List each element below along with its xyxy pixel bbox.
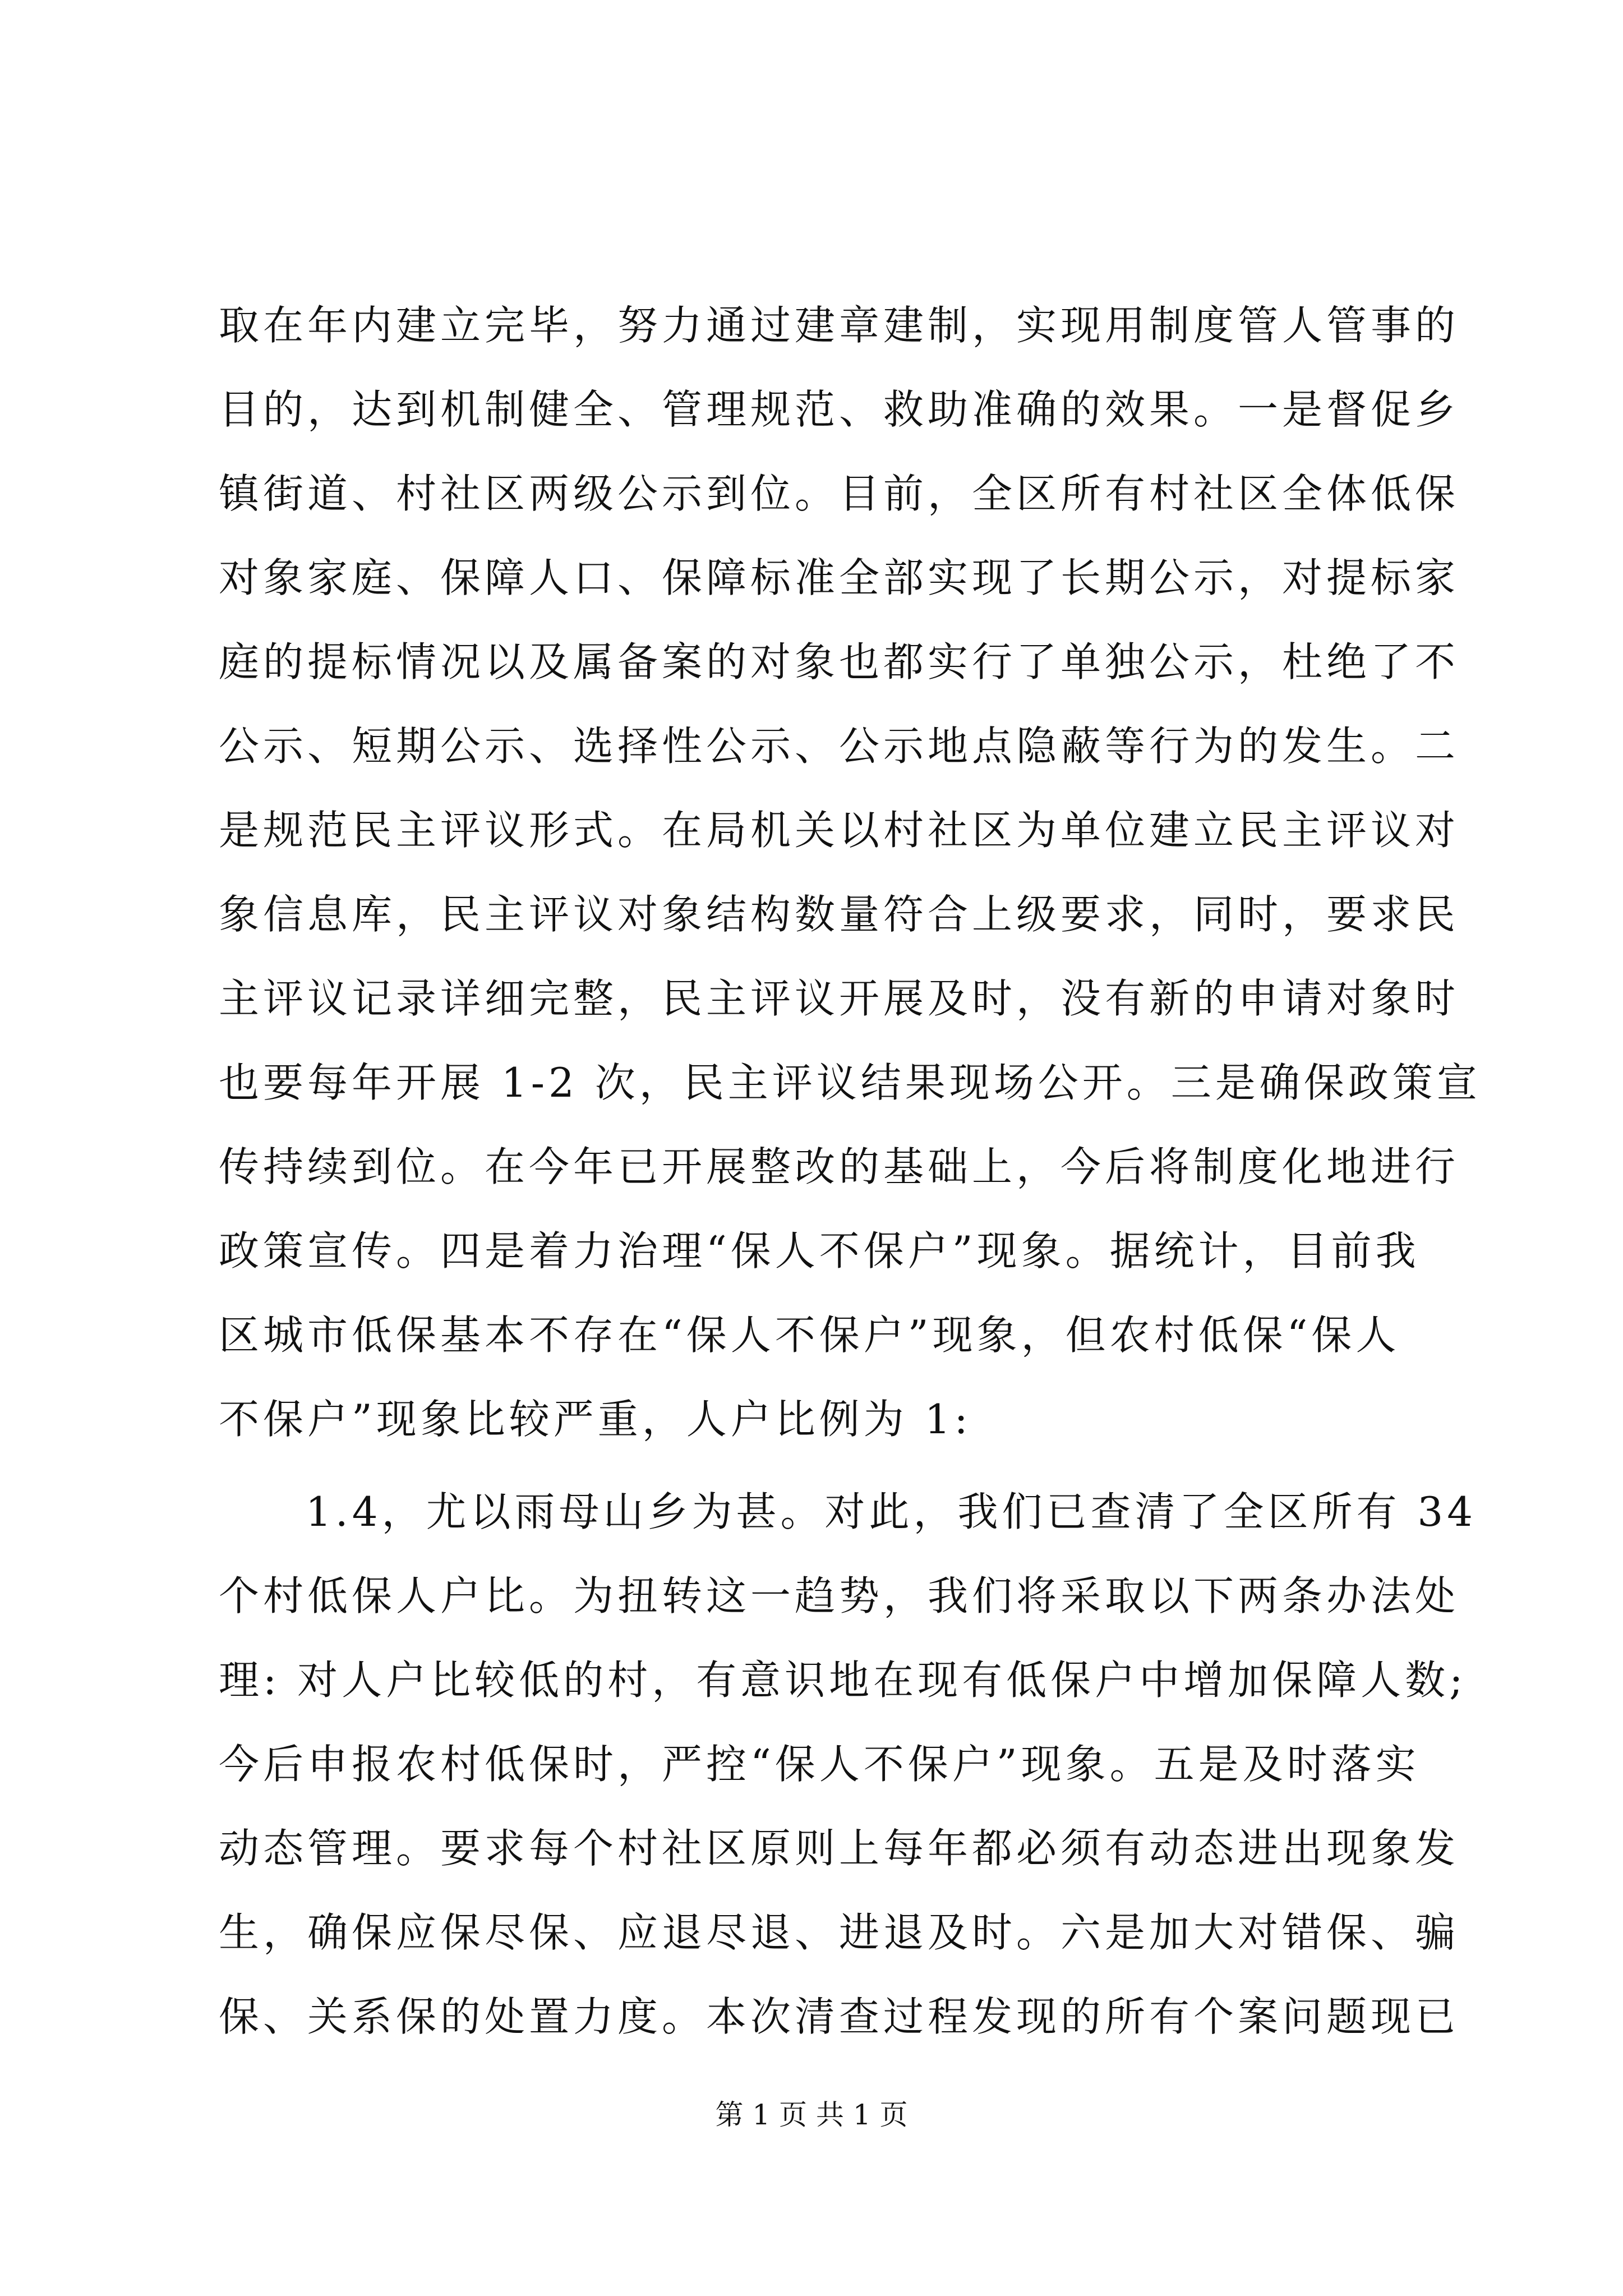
text-line: 镇街道、村社区两级公示到位。目前，全区所有村社区全体低保 xyxy=(219,470,1460,517)
text-line: 主评议记录详细完整，民主评议开展及时，没有新的申请对象时 xyxy=(219,975,1460,1022)
text-line: 理: 对人户比较低的村，有意识地在现有低保户中增加保障人数; xyxy=(219,1657,1467,1704)
text-line: 庭的提标情况以及属备案的对象也都实行了单独公示，杜绝了不 xyxy=(219,638,1460,685)
text-line: 今后申报农村低保时，严控“保人不保户”现象。五是及时落实 xyxy=(219,1741,1420,1788)
text-line: 区城市低保基本不存在“保人不保户”现象，但农村低保“保人 xyxy=(219,1312,1400,1359)
text-line: 取在年内建立完毕，努力通过建章建制，实现用制度管人管事的 xyxy=(219,302,1460,349)
text-line: 不保户”现象比较严重，人户比例为 1: xyxy=(219,1396,972,1443)
text-line: 个村低保人户比。为扭转这一趋势，我们将采取以下两条办法处 xyxy=(219,1572,1460,1619)
text-line: 象信息库，民主评议对象结构数量符合上级要求，同时，要求民 xyxy=(219,891,1460,938)
text-line: 传持续到位。在今年已开展整改的基础上，今后将制度化地进行 xyxy=(219,1143,1460,1190)
text-line: 生，确保应保尽保、应退尽退、进退及时。六是加大对错保、骗 xyxy=(219,1909,1460,1956)
text-line: 对象家庭、保障人口、保障标准全部实现了长期公示，对提标家 xyxy=(219,554,1460,601)
text-line: 政策宣传。四是着力治理“保人不保户”现象。据统计，目前我 xyxy=(219,1227,1420,1274)
text-line: 保、关系保的处置力度。本次清查过程发现的所有个案问题现已 xyxy=(219,1993,1460,2040)
page-footer: 第 1 页 共 1 页 xyxy=(715,2099,908,2131)
text-line: 也要每年开展 1-2 次，民主评议结果现场公开。三是确保政策宣 xyxy=(219,1059,1481,1106)
text-line: 是规范民主评议形式。在局机关以村社区为单位建立民主评议对 xyxy=(219,807,1460,854)
text-line: 公示、短期公示、选择性公示、公示地点隐蔽等行为的发生。二 xyxy=(219,723,1460,770)
text-line: 动态管理。要求每个村社区原则上每年都必须有动态进出现象发 xyxy=(219,1825,1460,1872)
text-line: 1.4，尤以雨母山乡为甚。对此，我们已查清了全区所有 34 xyxy=(306,1488,1477,1535)
text-line: 目的，达到机制健全、管理规范、救助准确的效果。一是督促乡 xyxy=(219,386,1460,433)
